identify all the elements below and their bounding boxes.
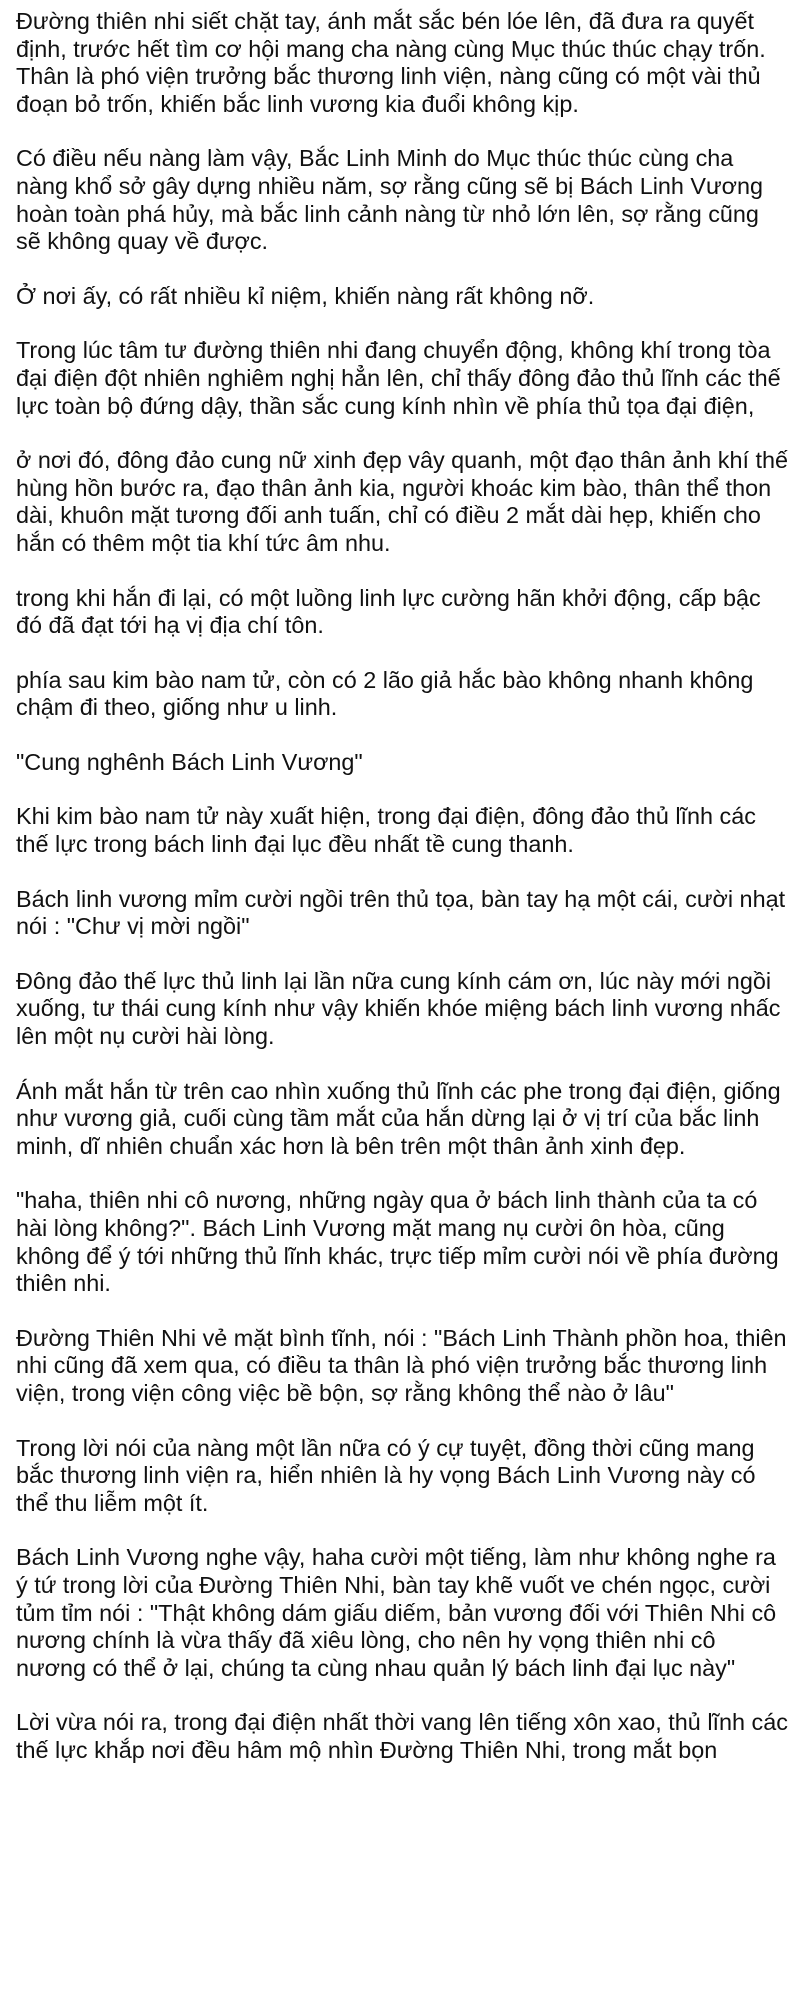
paragraph: Đường thiên nhi siết chặt tay, ánh mắt sắc bén lóe lên, đã đưa ra quyết định, trước hết tìm cơ hội mang cha nàng cùng Mục thúc thúc chạy trốn. Thân là phó viện trưởng bắc thương linh viện, nàng cũng có một vài thủ đoạn bỏ trốn, khiến bắc linh vương kia đuổi không kịp. bbox=[16, 8, 766, 117]
paragraph: Khi kim bào nam tử này xuất hiện, trong đại điện, đông đảo thủ lĩnh các thế lực trong bách linh đại lục đều nhất tề cung thanh. bbox=[16, 803, 756, 858]
paragraph: Bách Linh Vương nghe vậy, haha cười một tiếng, làm như không nghe ra ý tứ trong lời của Đường Thiên Nhi, bàn tay khẽ vuốt ve chén ngọc, cười tủm tỉm nói : "Thật không dám giấu diếm, bản vương đối với Thiên Nhi cô nương chính là vừa thấy đã xiêu lòng, cho nên hy vọng thiên nhi cô nương có thể ở lại, chúng ta cùng nhau quản lý bách linh đại lục này" bbox=[16, 1544, 777, 1681]
paragraph: Ánh mắt hắn từ trên cao nhìn xuống thủ lĩnh các phe trong đại điện, giống như vương giả, cuối cùng tầm mắt của hắn dừng lại ở vị trí của bắc linh minh, dĩ nhiên chuẩn xác hơn là bên trên một thân ảnh xinh đẹp. bbox=[16, 1077, 781, 1159]
paragraph: Ở nơi ấy, có rất nhiều kỉ niệm, khiến nàng rất không nỡ. bbox=[16, 282, 595, 309]
paragraph: Đường Thiên Nhi vẻ mặt bình tĩnh, nói : "Bách Linh Thành phồn hoa, thiên nhi cũng đã xem qua, có điều ta thân là phó viện trưởng bắc thương linh viện, trong viện công việc bề bộn, sợ rằng không thể nào ở lâu" bbox=[16, 1324, 787, 1406]
paragraph: trong khi hắn đi lại, có một luồng linh lực cường hãn khởi động, cấp bậc đó đã đạt tới hạ vị địa chí tôn. bbox=[16, 584, 761, 639]
paragraph: Trong lời nói của nàng một lần nữa có ý cự tuyệt, đồng thời cũng mang bắc thương linh viện ra, hiển nhiên là hy vọng Bách Linh Vương này có thể thu liễm một ít. bbox=[16, 1434, 756, 1516]
paragraph: "Cung nghênh Bách Linh Vương" bbox=[16, 748, 363, 775]
paragraph: Lời vừa nói ra, trong đại điện nhất thời vang lên tiếng xôn xao, thủ lĩnh các thế lực khắp nơi đều hâm mộ nhìn Đường Thiên Nhi, trong mắt bọn bbox=[16, 1709, 788, 1763]
paragraph: Đông đảo thế lực thủ linh lại lần nữa cung kính cám ơn, lúc này mới ngồi xuống, tư thái cung kính như vậy khiến khóe miệng bách linh vương nhấc lên một nụ cười hài lòng. bbox=[16, 967, 781, 1050]
paragraph: Trong lúc tâm tư đường thiên nhi đang chuyển động, không khí trong tòa đại điện đột nhiên nghiêm nghị hẳn lên, chỉ thấy đông đảo thủ lĩnh các thế lực toàn bộ đứng dậy, thần sắc cung kính nhìn về phía thủ tọa đại điện, bbox=[16, 337, 781, 419]
paragraph: Có điều nếu nàng làm vậy, Bắc Linh Minh do Mục thúc thúc cùng cha nàng khổ sở gây dựng nhiều năm, sợ rằng cũng sẽ bị Bách Linh Vương hoàn toàn phá hủy, mà bắc linh cảnh nàng từ nhỏ lớn lên, sợ rằng cũng sẽ không quay về được. bbox=[16, 145, 764, 255]
paragraph: ở nơi đó, đông đảo cung nữ xinh đẹp vây quanh, một đạo thân ảnh khí thế hùng hồn bước ra, đạo thân ảnh kia, người khoác kim bào, thân thể thon dài, khuôn mặt tương đối anh tuấn, chỉ có điều 2 mắt dài hẹp, khiến cho hắn có thêm một tia khí tức âm nhu. bbox=[16, 447, 788, 556]
paragraph: "haha, thiên nhi cô nương, những ngày qua ở bách linh thành của ta có hài lòng không?". Bách Linh Vương mặt mang nụ cười ôn hòa, cũng không để ý tới những thủ lĩnh khác, trực tiếp mỉm cười nói về phía đường thiên nhi. bbox=[16, 1187, 779, 1297]
paragraph: Bách linh vương mỉm cười ngồi trên thủ tọa, bàn tay hạ một cái, cười nhạt nói : "Chư vị mời ngồi" bbox=[16, 885, 786, 940]
paragraph: phía sau kim bào nam tử, còn có 2 lão giả hắc bào không nhanh không chậm đi theo, giống như u linh. bbox=[16, 666, 754, 721]
